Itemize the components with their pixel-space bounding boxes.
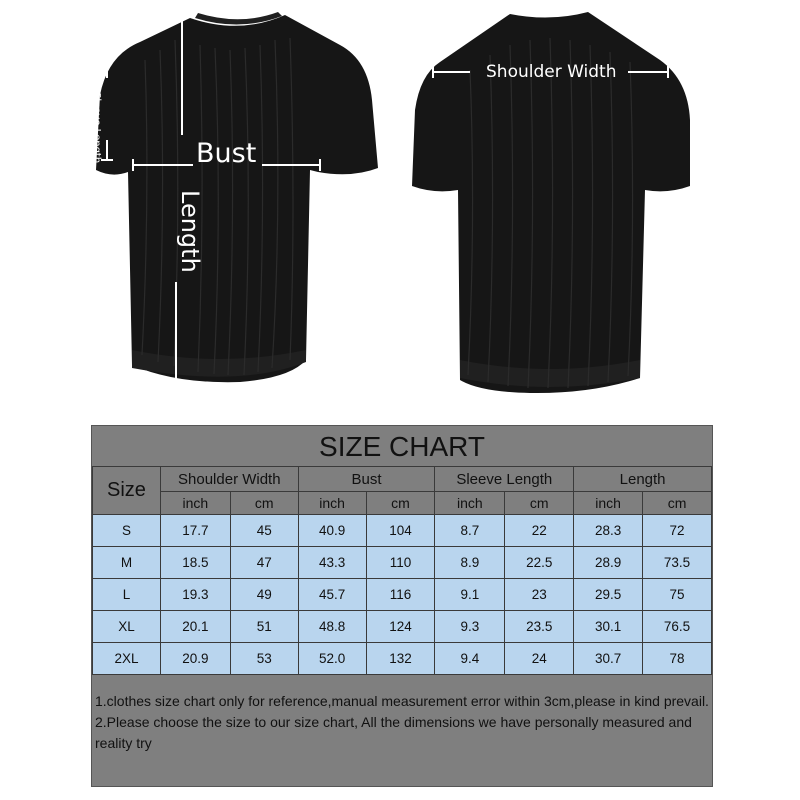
unit-header-row	[93, 492, 712, 515]
bust-label: Bust	[196, 138, 257, 169]
size-column-header: Size	[93, 467, 161, 515]
table-cell: 110	[366, 547, 435, 579]
table-cell: 76.5	[643, 611, 712, 643]
table-cell: 28.9	[574, 547, 643, 579]
table-cell: 23	[505, 579, 574, 611]
note-2: 2.Please choose the size to our size chart, All the dimensions we have personally measured and reality try	[95, 714, 692, 751]
table-cell: 19.3	[160, 579, 230, 611]
table-cell: 9.3	[435, 611, 505, 643]
table-cell: 20.9	[160, 643, 230, 675]
table-row	[93, 643, 712, 675]
table-cell: 29.5	[574, 579, 643, 611]
unit-header: inch	[298, 492, 366, 515]
front-shirt	[96, 12, 378, 385]
table-cell: 73.5	[643, 547, 712, 579]
table-cell: 48.8	[298, 611, 366, 643]
table-cell: 22.5	[505, 547, 574, 579]
table-cell: 78	[643, 643, 712, 675]
unit-header: cm	[505, 492, 574, 515]
table-cell: 23.5	[505, 611, 574, 643]
table-cell: 18.5	[160, 547, 230, 579]
size-cell: 2XL	[93, 643, 161, 675]
chart-title: SIZE CHART	[319, 431, 485, 462]
group-header: Length	[574, 467, 712, 492]
table-cell: 8.7	[435, 515, 505, 547]
table-row	[93, 547, 712, 579]
table-cell: 9.4	[435, 643, 505, 675]
size-cell: L	[93, 579, 161, 611]
table-cell: 30.1	[574, 611, 643, 643]
table-cell: 24	[505, 643, 574, 675]
unit-header: cm	[230, 492, 298, 515]
size-chart	[91, 425, 713, 787]
table-cell: 30.7	[574, 643, 643, 675]
size-notes	[95, 691, 711, 754]
group-header: Shoulder Width	[160, 467, 298, 492]
table-cell: 9.1	[435, 579, 505, 611]
group-header-row	[93, 467, 712, 492]
group-header: Sleeve Length	[435, 467, 574, 492]
table-cell: 28.3	[574, 515, 643, 547]
size-table	[92, 466, 712, 675]
table-row	[93, 579, 712, 611]
unit-header: inch	[160, 492, 230, 515]
sleeve-length-label: Sleeve Length	[91, 92, 102, 164]
table-cell: 8.9	[435, 547, 505, 579]
table-cell: 17.7	[160, 515, 230, 547]
table-cell: 51	[230, 611, 298, 643]
table-cell: 49	[230, 579, 298, 611]
table-cell: 53	[230, 643, 298, 675]
table-row	[93, 515, 712, 547]
table-cell: 132	[366, 643, 435, 675]
note-1: 1.clothes size chart only for reference,manual measurement error within 3cm,please in kind prevail.	[95, 693, 709, 709]
unit-header: cm	[643, 492, 712, 515]
shoulder-width-label: Shoulder Width	[486, 62, 617, 82]
size-table-body	[93, 515, 712, 675]
unit-header: inch	[574, 492, 643, 515]
table-cell: 75	[643, 579, 712, 611]
table-row	[93, 611, 712, 643]
table-cell: 40.9	[298, 515, 366, 547]
table-cell: 104	[366, 515, 435, 547]
size-cell: S	[93, 515, 161, 547]
unit-header: inch	[435, 492, 505, 515]
table-cell: 43.3	[298, 547, 366, 579]
length-label: Length	[176, 190, 204, 273]
size-cell: M	[93, 547, 161, 579]
table-cell: 45.7	[298, 579, 366, 611]
table-cell: 72	[643, 515, 712, 547]
table-cell: 52.0	[298, 643, 366, 675]
size-cell: XL	[93, 611, 161, 643]
table-cell: 47	[230, 547, 298, 579]
table-cell: 45	[230, 515, 298, 547]
table-cell: 22	[505, 515, 574, 547]
group-header: Bust	[298, 467, 435, 492]
unit-header: cm	[366, 492, 435, 515]
table-cell: 124	[366, 611, 435, 643]
table-cell: 116	[366, 579, 435, 611]
table-cell: 20.1	[160, 611, 230, 643]
